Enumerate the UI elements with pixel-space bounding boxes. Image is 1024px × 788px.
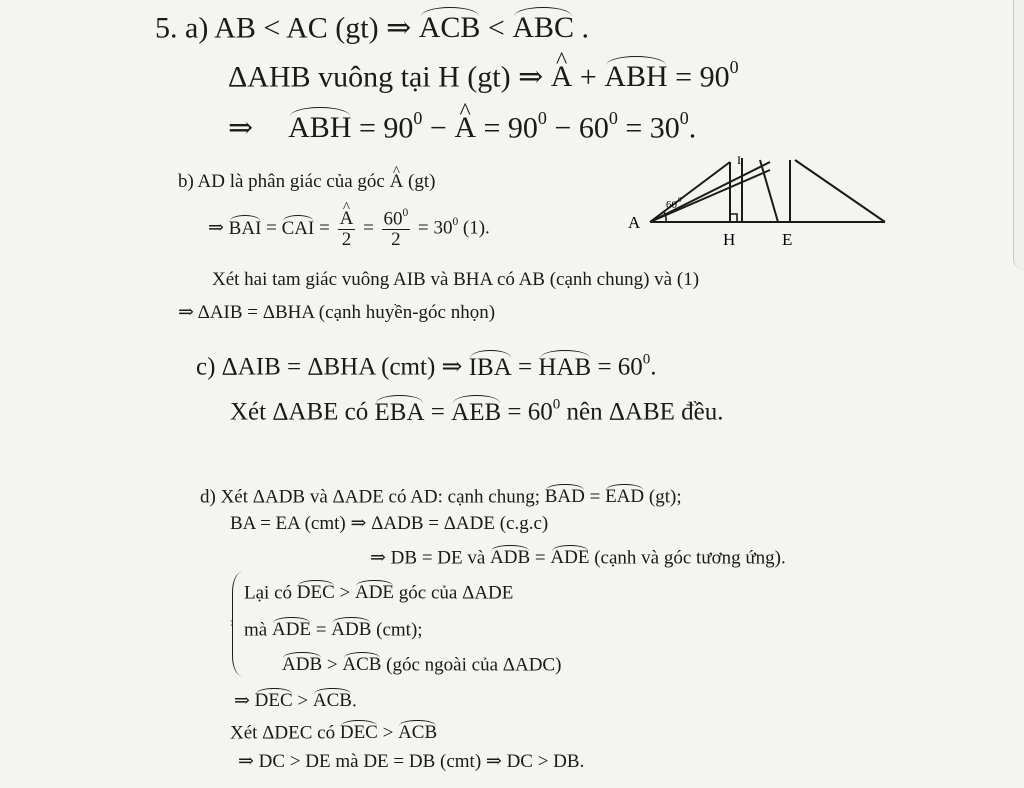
angle-adb: ADB (490, 545, 530, 567)
part-d-line-8: Xét ΔDEC có DEC > ACB (230, 720, 437, 742)
angle-ade: ADE (550, 545, 589, 567)
fraction-60-over-2: $\frac{60^0}{2}$ (383, 207, 409, 251)
angle-eba: EBA (375, 395, 425, 425)
side-c (795, 160, 885, 222)
angle-a: ^ A (551, 62, 573, 92)
fraction-a-over-2: ^ $\frac{A}{2}$ (338, 209, 356, 250)
angle-adb: ADB (282, 652, 322, 674)
angle-abh: ABH (288, 108, 351, 143)
page-edge (1013, 0, 1024, 270)
label-a: A (628, 213, 641, 232)
angle-iba: IBA (469, 350, 512, 380)
label-e: E (782, 230, 793, 249)
part-d-line-9: ⇒ DC > DE mà DE = DB (cmt) ⇒ DC > DB. (238, 751, 585, 772)
angle-abh: ABH (604, 57, 667, 92)
part-b-line-4: ⇒ ΔAIB = ΔBHA (cạnh huyền-góc nhọn) (178, 302, 496, 323)
part-d-line-6: ADB > ACB (góc ngoài của ΔADC) (282, 652, 561, 674)
angle-a: ^ A (454, 113, 476, 143)
part-c-line-2: Xét ΔABE có EBA = AEB = $60^0$ nên ΔABE đều. (230, 396, 724, 426)
angle-abc: ABC (512, 8, 574, 43)
side-ab (650, 162, 770, 222)
part-c-line-1: c) ΔAIB = ΔBHA (cmt) ⇒ IBA = HAB = $60^0$. (196, 351, 657, 381)
angle-acb: ACB (419, 8, 481, 43)
label-i: I (737, 153, 741, 167)
part-a-line-1: 5. a) AB < AC (gt) ⇒ ACB < ABC . (155, 8, 589, 43)
part-b-line-3: Xét hai tam giác vuông AIB và BHA có AB (cạnh chung) và (1) (212, 269, 700, 290)
part-d-line-3: ⇒ DB = DE và ADB = ADE (cạnh và góc tương ứng). (370, 545, 786, 567)
label-angle-deg: 0 (678, 196, 682, 204)
part-d-line-7: ⇒ DEC > ACB. (234, 688, 357, 710)
angle-acb: ACB (398, 720, 437, 742)
angle-ade: ADE (355, 580, 394, 602)
label-h: H (723, 230, 736, 249)
angle-adb: ADB (331, 617, 371, 639)
part-b-line-1: b) AD là phân giác của góc ^ A (gt) (178, 172, 435, 191)
angle-bad: BAD (545, 484, 585, 506)
part-b-line-2: ⇒ BAI = CAI = ^ $\frac{A}{2}$ = $\frac{60^0}{2}$ = $30^0$ (1). (208, 208, 490, 250)
part-d-line-2: BA = EA (cmt) ⇒ ΔADB = ΔADE (c.g.c) (230, 513, 549, 534)
angle-dec: DEC (297, 580, 335, 602)
angle-ade: ADE (272, 617, 311, 639)
part-a-line-3: ⇒ ABH = $90^0$ − ^ $A = 90^0 - 60^0 = 30^0$. (228, 108, 696, 143)
part-d-line-5: mà ADE = ADB (cmt); (244, 617, 423, 639)
label-angle: 60 (666, 199, 677, 211)
part-d-line-1: d) Xét ΔADB và ΔADE có AD: cạnh chung; BAD = EAD (gt); (200, 484, 682, 506)
angle-cai: CAI (282, 215, 315, 237)
right-angle-mark (730, 214, 737, 222)
angle-aeb: AEB (451, 395, 501, 425)
angle-dec: DEC (340, 720, 378, 742)
segment-d (760, 160, 778, 222)
triangle-figure (620, 150, 900, 255)
part-a-line-2: ΔAHB vuông tại H (gt) ⇒ ^ A + ABH = $90^0$ (228, 57, 739, 92)
angle-bai: BAI (229, 215, 262, 237)
part-d-line-4: Lại có DEC > ADE góc của ΔADE (244, 580, 513, 602)
angle-acb: ACB (313, 688, 352, 710)
angle-dec: DEC (255, 688, 293, 710)
angle-acb: ACB (342, 652, 381, 674)
angle-hab: HAB (538, 350, 591, 380)
angle-a: ^ A (390, 172, 404, 191)
angle-ead: EAD (605, 484, 644, 506)
